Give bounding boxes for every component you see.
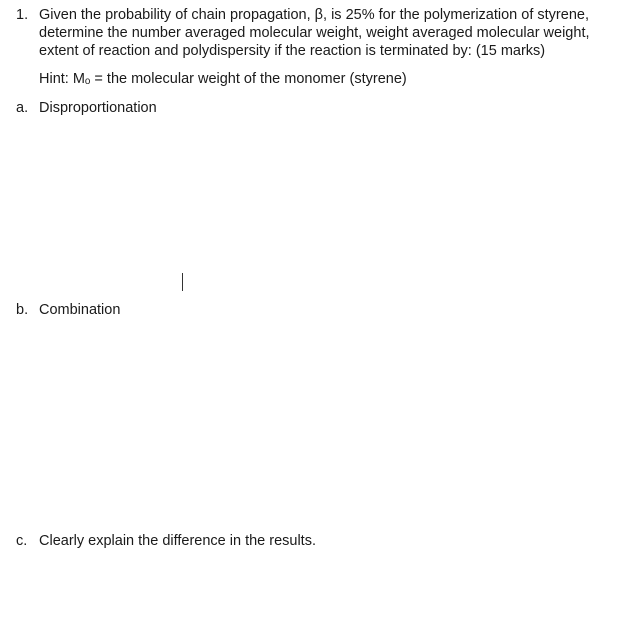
part-c-marker: c. bbox=[16, 533, 28, 549]
question-text bbox=[39, 6, 611, 60]
hint-text: Hint: Mₒ = the molecular weight of the monomer (styrene) bbox=[39, 71, 407, 87]
part-c-text: Clearly explain the difference in the results. bbox=[39, 533, 316, 549]
text-cursor[interactable] bbox=[182, 273, 183, 291]
part-a-text: Disproportionation bbox=[39, 100, 157, 116]
question-line-2: determine the number averaged molecular weight, weight averaged molecular weight, bbox=[39, 25, 590, 41]
question-line-1: Given the probability of chain propagation, β, is 25% for the polymerization of styrene, bbox=[39, 7, 589, 23]
part-b-text: Combination bbox=[39, 302, 121, 318]
part-b-marker: b. bbox=[16, 302, 29, 318]
question-number: 1. bbox=[16, 7, 29, 23]
question-line-3: extent of reaction and polydispersity if the reaction is terminated by: (15 marks) bbox=[39, 43, 546, 59]
part-a-marker: a. bbox=[16, 100, 29, 116]
